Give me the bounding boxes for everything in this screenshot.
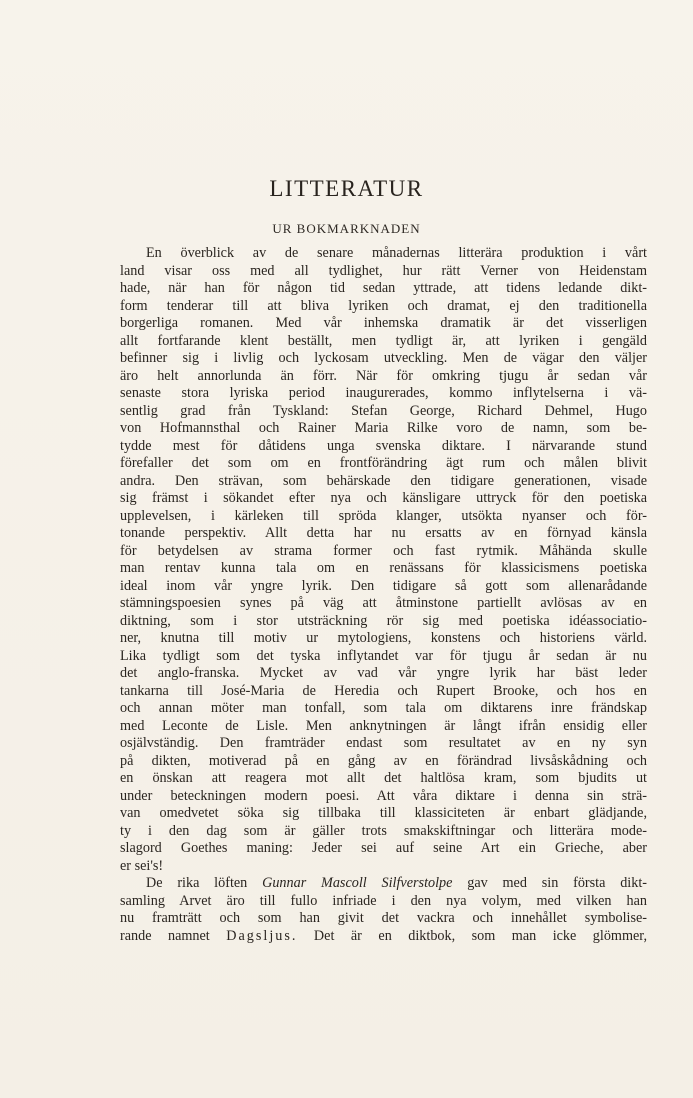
text-line: tonande perspektiv. Allt detta har nu ersatts av en förnyad känsla bbox=[120, 525, 647, 541]
text-line: och annan möter man tonfall, som tala om diktarens inre frändskap bbox=[120, 700, 647, 716]
text-line: diktning, som i stor utsträckning rör sig med poetiska idéassociatio- bbox=[120, 612, 647, 629]
text-line: det anglo-franska. Mycket av vad vår yngre lyrik har bäst leder bbox=[120, 665, 647, 681]
book-title: Dagsljus. bbox=[226, 927, 298, 944]
text-line: land visar oss med all tydlighet, hur rätt Verner von Heidenstam bbox=[120, 262, 647, 279]
text-line: på dikten, motiverad på en gång av en förändrad livsåskådning och bbox=[120, 752, 647, 769]
text-line: hade, när han för någon tid sedan yttrade, att tidens ledande dikt- bbox=[120, 280, 647, 296]
article-body bbox=[120, 245, 647, 945]
text-line: under beteckningen modern poesi. Att våra diktare i denna sin strä- bbox=[120, 787, 647, 804]
text-line: Lika tydligt som det tyska inflytandet var för tjugu år sedan är nu bbox=[120, 647, 647, 664]
text-fragment: De rika löften bbox=[146, 875, 263, 891]
text-line: van omedvetet söka sig tillbaka till klassiciteten är enbart glädjande, bbox=[120, 805, 647, 821]
text-line: befinner sig i livlig och lyckosam utveckling. Men de vägar den väljer bbox=[120, 350, 647, 366]
text-line: andra. Den strävan, som behärskade den tidigare generationen, visade bbox=[120, 472, 647, 489]
text-line: borgerliga romanen. Med vår inhemska dramatik är det visserligen bbox=[120, 315, 647, 331]
text-line: nu framträtt och som han givit det vackra och innehållet symbolise- bbox=[120, 910, 647, 926]
text-line: tankarna till José-Maria de Heredia och Rupert Brooke, och hos en bbox=[120, 682, 647, 699]
text-line: osjälvständig. Den framträder endast som resultatet av en ny syn bbox=[120, 735, 647, 751]
text-line: ner, knutna till motiv ur mytologiens, konstens och historiens värld. bbox=[120, 630, 647, 646]
text-line: sentlig grad från Tyskland: Stefan George, Richard Dehmel, Hugo bbox=[120, 402, 647, 419]
text-fragment: rande namnet bbox=[120, 927, 227, 944]
text-line bbox=[120, 875, 647, 893]
text-line: upplevelsen, i kärleken till spröda klanger, utsökta nyanser och för- bbox=[120, 507, 647, 524]
text-line bbox=[120, 928, 647, 946]
text-line: äro helt annorlunda än förr. När för omkring tjugu år sedan vår bbox=[120, 367, 647, 384]
text-line: von Hofmannsthal och Rainer Maria Rilke voro de namn, som be- bbox=[120, 420, 647, 436]
text-line: ideal inom vår yngre lyrik. Den tidigare så gott som allenarådande bbox=[120, 577, 647, 594]
text-line: sig främst i sökandet efter nya och känsligare uttryck för den poetiska bbox=[120, 490, 647, 506]
text-line: slagord Goethes maning: Jeder sei auf seine Art ein Grieche, aber bbox=[120, 840, 647, 856]
author-name: Gunnar Mascoll Silfverstolpe bbox=[262, 875, 453, 891]
page-title: LITTERATUR bbox=[269, 176, 424, 201]
text-line: en önskan att reagera mot allt det haltlösa kram, som bjudits ut bbox=[120, 770, 647, 786]
text-line: form tenderar till att bliva lyriken och dramat, ej den traditionella bbox=[120, 297, 647, 314]
text-line: för betydelsen av strama former och fast rytmik. Måhända skulle bbox=[120, 542, 647, 559]
text-line: senaste stora lyriska period inaugurerades, kommo inflytelserna i vä- bbox=[120, 385, 647, 401]
section-subtitle: UR BOKMARKNADEN bbox=[272, 221, 421, 236]
text-line: allt fortfarande klent beställt, men tydligt är, att lyriken i gengäld bbox=[120, 332, 647, 349]
text-line: er sei's! bbox=[120, 857, 164, 874]
text-line: med Leconte de Lisle. Men anknytningen är långt ifrån ensidig eller bbox=[120, 717, 647, 734]
text-line: En överblick av de senare månadernas litterära produktion i vårt bbox=[146, 245, 647, 261]
text-line: ty i den dag som är gäller trots smakskiftningar och litterära mode- bbox=[120, 822, 647, 839]
text-line: förefaller det som om en frontförändring ägt rum och målen blivit bbox=[120, 455, 647, 471]
text-fragment: gav med sin första dikt- bbox=[452, 875, 647, 891]
text-line: man rentav kunna tala om en renässans för klassicismens poetiska bbox=[120, 560, 647, 576]
text-line: stämningspoesien synes på väg att åtminstone partiellt avlösas av en bbox=[120, 595, 647, 611]
text-line: samling Arvet äro till fullo infriade i den nya volym, med vilken han bbox=[120, 892, 647, 909]
text-fragment: Det är en diktbok, som man icke glömmer, bbox=[297, 927, 647, 944]
text-line: tydde mest för dåtidens unga svenska diktare. I närvarande stund bbox=[120, 437, 647, 454]
